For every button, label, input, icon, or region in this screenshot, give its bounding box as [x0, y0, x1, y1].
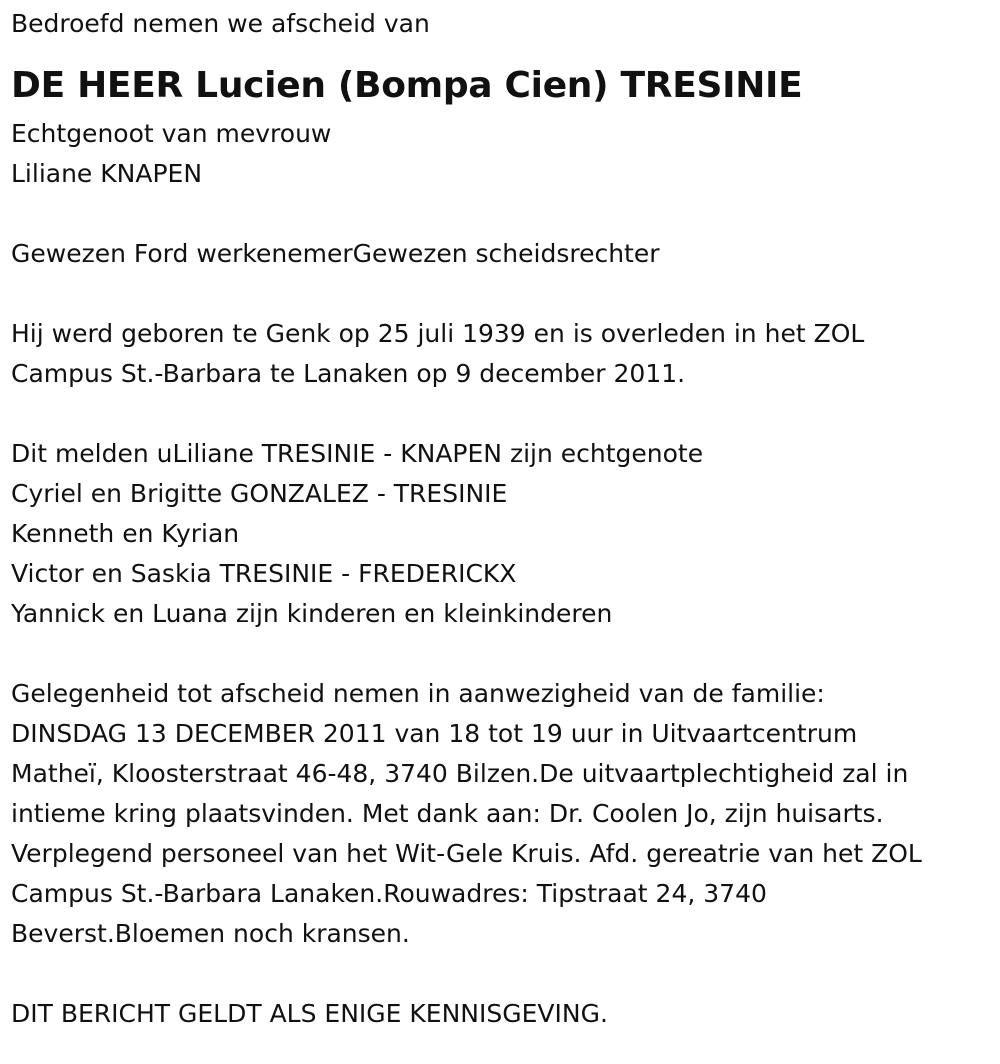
ceremony-line: DINSDAG 13 DECEMBER 2011 van 18 tot 19 uur in Uitvaartcentrum	[11, 719, 858, 748]
family-line: Cyriel en Brigitte GONZALEZ - TRESINIE	[11, 479, 508, 508]
family-line: Yannick en Luana zijn kinderen en kleinkinderen	[11, 599, 613, 628]
spacer	[11, 394, 991, 434]
family-block	[11, 434, 991, 634]
birth-death-line: Campus St.-Barbara te Lanaken op 9 december 2011.	[11, 359, 686, 388]
occupation-text: Gewezen Ford werkenemerGewezen scheidsrechter	[11, 239, 660, 268]
spouse-line: Echtgenoot van mevrouw	[11, 119, 332, 148]
birth-death-line: Hij werd geboren te Genk op 25 juli 1939 en is overleden in het ZOL	[11, 319, 865, 348]
family-line: Dit melden uLiliane TRESINIE - KNAPEN zijn echtgenote	[11, 439, 704, 468]
ceremony-line: intieme kring plaatsvinden. Met dank aan: Dr. Coolen Jo, zijn huisarts.	[11, 799, 884, 828]
birth-death-block	[11, 314, 991, 394]
death-notice	[11, 4, 991, 1034]
ceremony-line: Beverst.Bloemen noch kransen.	[11, 919, 410, 948]
ceremony-line: Gelegenheid tot afscheid nemen in aanwezigheid van de familie:	[11, 679, 825, 708]
spacer	[11, 954, 991, 994]
ceremony-block	[11, 674, 991, 954]
intro-text: Bedroefd nemen we afscheid van	[11, 9, 430, 38]
ceremony-line: Verplegend personeel van het Wit-Gele Kruis. Afd. gereatrie van het ZOL	[11, 839, 922, 868]
closing-text: DIT BERICHT GELDT ALS ENIGE KENNISGEVING.	[11, 999, 608, 1028]
ceremony-line: Matheï, Kloosterstraat 46-48, 3740 Bilzen.De uitvaartplechtigheid zal in	[11, 759, 909, 788]
family-line: Kenneth en Kyrian	[11, 519, 240, 548]
spacer	[11, 194, 991, 234]
spouse-block	[11, 114, 991, 194]
deceased-name: DE HEER Lucien (Bompa Cien) TRESINIE	[11, 65, 803, 106]
spacer	[11, 274, 991, 314]
spacer	[11, 634, 991, 674]
ceremony-line: Campus St.-Barbara Lanaken.Rouwadres: Tipstraat 24, 3740	[11, 879, 767, 908]
family-line: Victor en Saskia TRESINIE - FREDERICKX	[11, 559, 517, 588]
spouse-line: Liliane KNAPEN	[11, 159, 203, 188]
